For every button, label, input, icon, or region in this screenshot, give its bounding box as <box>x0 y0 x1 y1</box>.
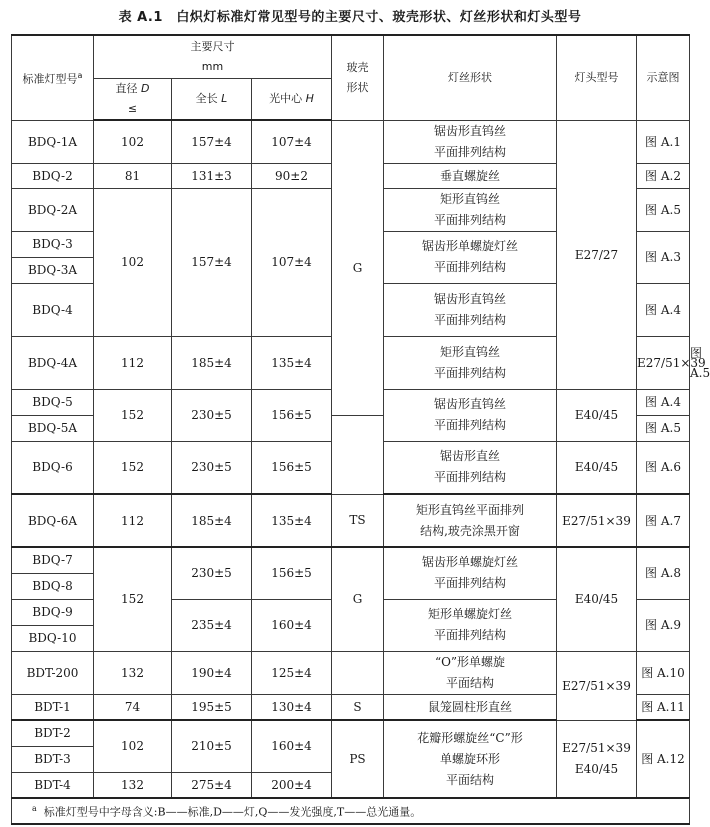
cell-fig: 图 A.8 <box>637 547 690 599</box>
cell-cap: E27/51×39 <box>637 336 690 389</box>
cell-model: BDQ-5 <box>12 389 94 415</box>
header-diameter: 直径 D ≤ <box>94 79 172 121</box>
cell-fig: 图 A.6 <box>637 441 690 494</box>
cell-l: 190±4 <box>172 651 252 694</box>
cell-d: 102 <box>94 188 172 336</box>
cell-cap: E27/51×39 E40/45 <box>557 720 637 798</box>
cell-model: BDT-4 <box>12 772 94 798</box>
cell-d: 102 <box>94 120 172 163</box>
cell-d: 81 <box>94 163 172 188</box>
cell-h: 135±4 <box>252 336 332 389</box>
cell-filament: 鼠笼圆柱形直丝 <box>384 694 557 720</box>
cell-filament: 矩形直钨丝 平面排列结构 <box>384 188 557 231</box>
cell-h: 156±5 <box>252 441 332 494</box>
cell-bulb: G <box>332 547 384 651</box>
cell-fig: 图 A.10 <box>637 651 690 694</box>
cell-cap: E40/45 <box>557 389 637 441</box>
cell-fig: 图 A.5 <box>637 415 690 441</box>
cell-l: 195±5 <box>172 694 252 720</box>
cell-model: BDT-2 <box>12 720 94 746</box>
cell-filament: 锯齿形直钨丝 平面排列结构 <box>384 389 557 441</box>
cell-d: 152 <box>94 389 172 441</box>
cell-l: 210±5 <box>172 720 252 772</box>
cell-fig: 图 A.11 <box>637 694 690 720</box>
cell-h: 107±4 <box>252 120 332 163</box>
cell-l: 235±4 <box>172 599 252 651</box>
cell-fig: 图 A.9 <box>637 599 690 651</box>
cell-model: BDQ-1A <box>12 120 94 163</box>
cell-l: 131±3 <box>172 163 252 188</box>
cell-model: BDQ-10 <box>12 625 94 651</box>
cell-filament: 锯齿形直钨丝 平面排列结构 <box>384 120 557 163</box>
cell-d: 132 <box>94 772 172 798</box>
table-footnote: $^a$ 标准灯型号中字母含义:B——标准,D——灯,Q——发光强度,T——总光通量。 <box>12 798 690 824</box>
cell-model: BDQ-7 <box>12 547 94 573</box>
cell-d: 152 <box>94 547 172 651</box>
cell-d: 74 <box>94 694 172 720</box>
cell-l: 185±4 <box>172 494 252 547</box>
cell-model: BDQ-6A <box>12 494 94 547</box>
cell-model: BDQ-2 <box>12 163 94 188</box>
cell-model: BDT-3 <box>12 746 94 772</box>
cell-model: BDQ-9 <box>12 599 94 625</box>
cell-d: 112 <box>94 336 172 389</box>
header-filament: 灯丝形状 <box>384 35 557 120</box>
cell-model: BDQ-5A <box>12 415 94 441</box>
cell-h: 130±4 <box>252 694 332 720</box>
cell-cap: E40/45 <box>557 547 637 651</box>
cell-l: 230±5 <box>172 389 252 441</box>
cell-h: 156±5 <box>252 389 332 441</box>
cell-l: 157±4 <box>172 188 252 336</box>
cell-fig: 图 A.12 <box>637 720 690 798</box>
cell-bulb: G <box>332 120 384 415</box>
cell-h: 90±2 <box>252 163 332 188</box>
cell-h: 160±4 <box>252 720 332 772</box>
cell-cap: E27/51×39 <box>557 494 637 547</box>
cell-model: BDQ-4 <box>12 283 94 336</box>
cell-filament: “O”形单螺旋 平面结构 <box>384 651 557 694</box>
cell-fig: 图 A.5 <box>637 188 690 231</box>
cell-bulb <box>332 651 384 694</box>
table-title: 表 A.1 白炽灯标准灯常见型号的主要尺寸、玻壳形状、灯丝形状和灯头型号 <box>118 10 582 25</box>
header-cap: 灯头型号 <box>557 35 637 120</box>
cell-model: BDQ-8 <box>12 573 94 599</box>
header-main-dims: 主要尺寸 mm <box>94 35 332 79</box>
cell-fig: 图 A.4 <box>637 283 690 336</box>
header-length: 全长 L <box>172 79 252 121</box>
cell-bulb <box>332 415 384 494</box>
cell-cap: E27/27 <box>557 120 637 389</box>
cell-d: 102 <box>94 720 172 772</box>
header-diagram: 示意图 <box>637 35 690 120</box>
cell-model: BDT-1 <box>12 694 94 720</box>
lamp-spec-table: 标准灯型号$^a$ 主要尺寸 mm 玻壳形状 灯丝形状 灯头型号 示意图 直径 D ≤ 全长 L 光中心 H BDQ-1A 102 157±4 107±4 G 锯齿形直钨丝 平面排列结构 E27/27 图 A.1 BDQ-2 81 131±3 90±2 垂直螺旋丝 图 A.2 BDQ-2A 102 157±4 107±4 矩形直钨丝 平面排列结构 图 A.5 BDQ-3 锯齿形单螺旋灯丝 平面排列结构 图 A.3 BDQ-3A BDQ-4 锯齿形直钨丝 平面排列结构 图 A.4 BDQ-4A 112 185±4 135±4 矩形直钨丝 平面排列结构 E27/51×39 图 A.5 BDQ-5 152 230±5 156±5 锯齿形直钨丝 平面排列结构 E40/45 图 A.4 BDQ-5A 图 A.5 BDQ-6 152 230±5 156±5 锯齿形直丝 平面排列结构 E40/45 图 A.6 BDQ-6A 112 185±4 135±4 TS 矩形直钨丝平面排列 结构,玻壳涂黑开窗 E27/51×39 图 A.7 BDQ-7 152 230±5 156±5 G 锯齿形单螺旋灯丝 平面排列结构 E40/45 图 A.8 BDQ-8 BDQ-9 235±4 160±4 矩形单螺旋灯丝 平面排列结构 图 A.9 BDQ-10 BDT-200 132 190±4 125±4 “O”形单螺旋 平面结构 E27/51×39 图 A.10 BDT-1 74 195±5 130±4 S 鼠笼圆柱形直丝 图 A.11 BDT-2 102 210±5 160±4 PS 花瓣形螺旋丝“C”形 单螺旋环形 平面结构 E27/51×39 E40/45 图 A.12 BDT-3 BDT-4 132 275±4 200±4 $^a$ 标准灯型号中字母含义:B——标准,D——灯,Q——发光强度,T——总光通量。 <box>11 34 690 825</box>
cell-d: 112 <box>94 494 172 547</box>
cell-filament: 矩形直钨丝 平面排列结构 <box>384 336 557 389</box>
header-bulb: 玻壳形状 <box>332 35 384 120</box>
cell-fig: 图 A.2 <box>637 163 690 188</box>
cell-l: 230±5 <box>172 547 252 599</box>
cell-filament: 矩形直钨丝平面排列 结构,玻壳涂黑开窗 <box>384 494 557 547</box>
cell-h: 156±5 <box>252 547 332 599</box>
cell-h: 200±4 <box>252 772 332 798</box>
cell-l: 275±4 <box>172 772 252 798</box>
cell-h: 125±4 <box>252 651 332 694</box>
cell-model: BDQ-3A <box>12 257 94 283</box>
cell-model: BDQ-4A <box>12 336 94 389</box>
cell-filament: 锯齿形直丝 平面排列结构 <box>384 441 557 494</box>
cell-bulb: PS <box>332 720 384 798</box>
cell-bulb: TS <box>332 494 384 547</box>
cell-l: 230±5 <box>172 441 252 494</box>
cell-fig: 图 A.3 <box>637 231 690 283</box>
header-model: 标准灯型号$^a$ <box>12 35 94 120</box>
cell-fig: 图 A.4 <box>637 389 690 415</box>
cell-d: 152 <box>94 441 172 494</box>
header-center: 光中心 H <box>252 79 332 121</box>
cell-model: BDQ-6 <box>12 441 94 494</box>
cell-h: 135±4 <box>252 494 332 547</box>
cell-fig: 图 A.1 <box>637 120 690 163</box>
cell-model: BDQ-3 <box>12 231 94 257</box>
cell-filament: 锯齿形直钨丝 平面排列结构 <box>384 283 557 336</box>
cell-h: 107±4 <box>252 188 332 336</box>
cell-model: BDT-200 <box>12 651 94 694</box>
cell-l: 157±4 <box>172 120 252 163</box>
cell-filament: 花瓣形螺旋丝“C”形 单螺旋环形 平面结构 <box>384 720 557 798</box>
cell-filament: 锯齿形单螺旋灯丝 平面排列结构 <box>384 547 557 599</box>
cell-filament: 矩形单螺旋灯丝 平面排列结构 <box>384 599 557 651</box>
cell-d: 132 <box>94 651 172 694</box>
cell-h: 160±4 <box>252 599 332 651</box>
cell-model: BDQ-2A <box>12 188 94 231</box>
cell-cap: E27/51×39 <box>557 651 637 720</box>
cell-filament: 锯齿形单螺旋灯丝 平面排列结构 <box>384 231 557 283</box>
cell-fig: 图 A.7 <box>637 494 690 547</box>
cell-filament: 垂直螺旋丝 <box>384 163 557 188</box>
cell-cap: E40/45 <box>557 441 637 494</box>
cell-l: 185±4 <box>172 336 252 389</box>
cell-bulb: S <box>332 694 384 720</box>
